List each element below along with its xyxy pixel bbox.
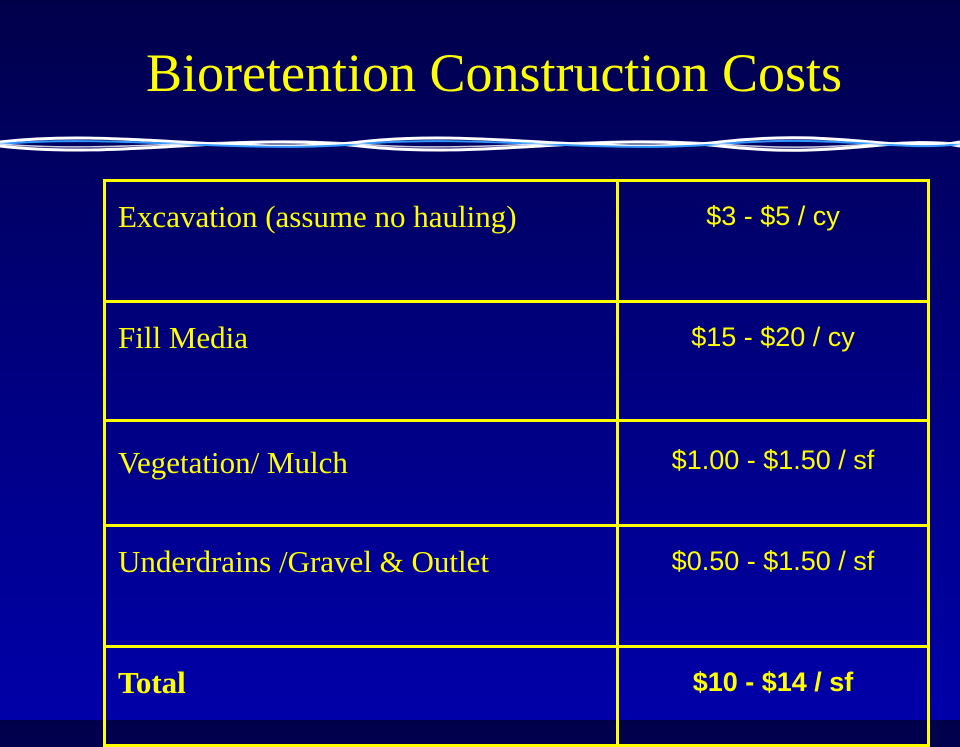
table-row <box>105 526 929 647</box>
cost-cell: $0.50 - $1.50 / sf <box>618 526 929 647</box>
total-row <box>105 647 929 746</box>
table-row <box>105 421 929 526</box>
cost-cell: $1.00 - $1.50 / sf <box>618 421 929 526</box>
total-label: Total <box>105 647 618 746</box>
table-row <box>105 181 929 302</box>
item-cell: Excavation (assume no hauling) <box>105 181 618 302</box>
total-cost: $10 - $14 / sf <box>618 647 929 746</box>
item-cell: Fill Media <box>105 302 618 421</box>
cost-cell: $3 - $5 / cy <box>618 181 929 302</box>
cost-table <box>103 179 930 747</box>
wave-divider <box>0 124 960 164</box>
item-cell: Vegetation/ Mulch <box>105 421 618 526</box>
cost-cell: $15 - $20 / cy <box>618 302 929 421</box>
table-row <box>105 302 929 421</box>
slide-title: Bioretention Construction Costs <box>146 43 842 103</box>
item-cell: Underdrains /Gravel & Outlet <box>105 526 618 647</box>
